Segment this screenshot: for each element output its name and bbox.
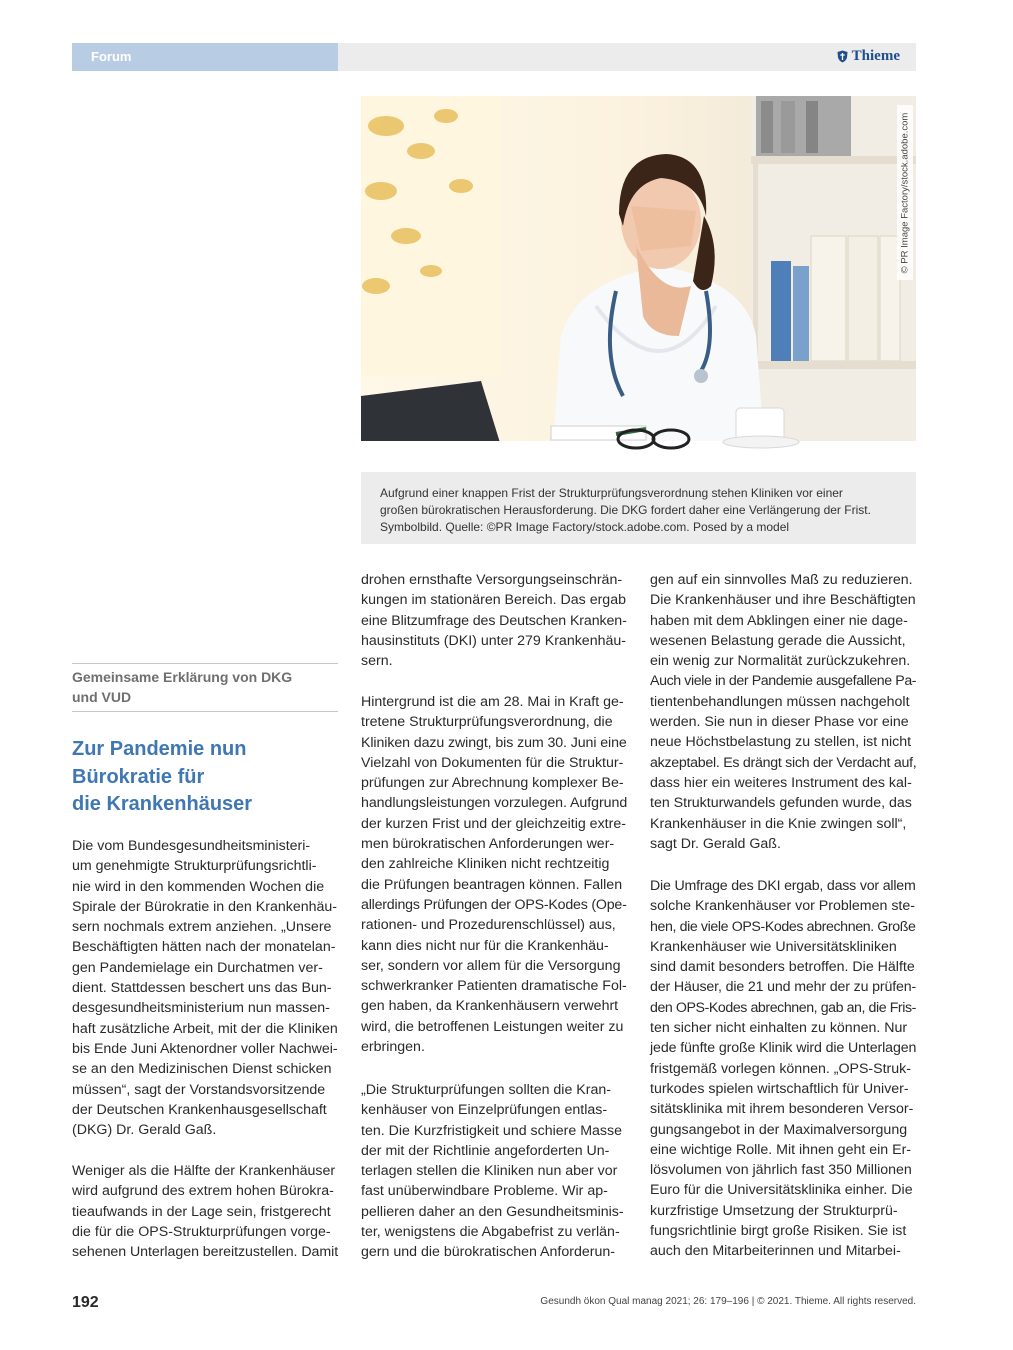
header-bar [72,43,916,71]
text-line: handlungsleistungen vorzulegen. Aufgrund [361,795,628,812]
text-line: rationen- und Prozedurenschlüssel) aus, [361,917,616,934]
text-line: wird, die betroffenen Leistungen weiter zu [361,1018,624,1035]
article-photo [361,96,916,467]
text-line: tieaufwands in der Lage sein, fristgerecht [72,1203,331,1220]
text-line: Krankenhäuser in die Knie zwingen soll“, [650,815,907,832]
text-line: müssen“, sagt der Vorstandsvorsitzende [72,1081,326,1098]
text-line: den zahlreiche Kliniken nicht rechtzeitig [361,856,610,873]
text-line: „Die Strukturprüfungen sollten die Kran- [361,1082,611,1098]
text-line: um genehmigte Strukturprüfungsrichtli- [72,858,317,875]
text-line: der Deutschen Krankenhausgesellschaft [72,1101,327,1118]
text-line: terlagen stellen die Kliniken nun aber vor [361,1163,618,1180]
body-col2-para3 [361,1080,627,1263]
text-line: kenhäuser von Einzelprüfungen entlas- [361,1102,608,1119]
text-line: drohen ernsthafte Versorgungseinschrän- [361,572,623,588]
text-line: eine Blitzumfrage des Deutschen Kranken- [361,612,627,629]
text-line: wesenen Belastung gerade die Aussicht, [650,632,906,649]
kicker-top-rule [72,663,338,664]
text-line: Euro für die Universitätsklinika einher. Die [650,1182,913,1199]
text-line: Die vom Bundesgesundheitsministeri- [72,838,311,854]
text-line: fast unüberwindbare Probleme. Wir ap- [361,1183,608,1200]
text-line: (DKG) Dr. Gerald Gaß. [72,1122,217,1139]
text-line: hausinstituts (DKI) unter 279 Krankenhäu- [361,632,626,649]
body-col2-para2 [361,692,627,1057]
text-line: pellieren daher an den Gesundheitsminis- [361,1203,624,1220]
brand-name: Thieme [851,48,900,64]
text-line: Auch viele in der Pandemie ausgefallene Pa- [650,673,917,690]
photo-credit: © PR Image Factory/stock.adobe.com [897,105,913,280]
text-line: Beschäftigten hätten nach der monatelan- [72,939,336,956]
text-line: dass hier ein weiteres Instrument des kal- [650,774,912,791]
text-line: ein wenig zur Normalität zurückzukehren. [650,653,911,670]
text-line: turkodes spielen wirtschaftlich für Univer- [650,1080,909,1097]
text-line: Kliniken dazu zwingt, bis zum 30. Juni eine [361,734,627,751]
text-line: eine wichtige Rolle. Mit ihnen geht ein Er- [650,1141,912,1158]
text-line: werden. Sie nun in dieser Phase vor eine [650,714,909,731]
text-line: haft zusätzliche Arbeit, mit der die Kliniken [72,1020,338,1037]
text-line: kurzfristige Umsetzung der Strukturprü- [650,1202,898,1219]
text-line: den OPS-Kodes abrechnen, gab an, die Fris- [650,999,916,1016]
text-line: jede fünfte große Klinik wird die Unterlagen [650,1040,917,1057]
text-line: gen haben, da Krankenhäusern verwehrt [361,998,619,1015]
section-tab [72,43,338,71]
text-line: dient. Stattdessen beschert uns das Bun- [72,980,332,997]
text-line: desgesundheitsministerium nun massen- [72,1000,330,1017]
body-col2-para1 [361,570,627,671]
brand-logo [837,48,900,65]
text-line: tientenbehandlungen müssen nachgeholt [650,693,910,710]
text-line: hen, die viele OPS-Kodes abrechnen. Große [650,918,916,935]
text-line: neue Höchstbelastung zu stellen, ist nicht [650,734,912,751]
text-line: allerdings Prüfungen der OPS-Kodes (Ope- [361,896,627,913]
text-line: gungsangebot in der Maximalversorgung [650,1121,908,1138]
text-line: Vielzahl von Dokumenten für die Struktur- [361,754,624,771]
text-line: Hintergrund ist die am 28. Mai in Kraft ge- [361,694,624,710]
text-line: kann dies nicht nur für die Krankenhäu- [361,937,609,954]
text-line: fristgemäß vorlegen können. „OPS-Struk- [650,1060,911,1077]
text-line: sern nochmals extrem anziehen. „Unsere [72,919,332,936]
kicker-bottom-rule [72,711,338,712]
article-kicker: Gemeinsame Erklärung von DKG und VUD [72,669,293,705]
text-line: die für die OPS-Strukturprüfungen vorge- [72,1223,331,1240]
text-line: kungen im stationären Bereich. Das ergab [361,592,626,609]
caption-line: Aufgrund einer knappen Frist der Strukturprüfungsverordnung stehen Kliniken vor einer [380,486,843,500]
text-line: auch den Mitarbeiterinnen und Mitarbei- [650,1243,901,1260]
text-line: ten Strukturwandels gefunden wurde, das [650,795,912,812]
text-line: sitätsklinika mit ihrem besonderen Versor- [650,1101,914,1118]
text-line: solche Krankenhäuser vor Problemen ste- [650,898,915,915]
text-line: der mit der Richtlinie angeforderten Un- [361,1142,610,1159]
text-line: ten sicher nicht einhalten zu können. Nur [650,1020,908,1037]
text-line: Spirale der Bürokratie in den Krankenhäu- [72,898,337,915]
journal-citation: Gesundh ökon Qual manag 2021; 26: 179–196 | © 2021. Thieme. All rights reserved. [540,1296,916,1307]
text-line: bis Ende Juni Aktenordner voller Nachwei- [72,1040,338,1057]
text-line: lösvolumen von jährlich fast 350 Millionen [650,1162,912,1179]
text-line: gern und die bürokratischen Anforderun- [361,1244,615,1261]
text-line: tretene Strukturprüfungsverordnung, die [361,714,613,731]
text-line: se an den Medizinischen Dienst schicken [72,1061,332,1078]
thieme-shield-icon [837,50,848,63]
text-line: gen Pandemielage ein Durchatmen ver- [72,959,323,976]
text-line: Die Krankenhäuser und ihre Beschäftigten [650,592,916,609]
text-line: sehenen Unterlagen bereitzustellen. Damit [72,1244,339,1261]
text-line: schwerkranker Patienten dramatische Fol- [361,978,627,995]
text-line: Krankenhäuser wie Universitätskliniken [650,938,897,955]
text-line: erbringen. [361,1039,425,1056]
caption-line: Symbolbild. Quelle: ©PR Image Factory/stock.adobe.com. Posed by a model [380,520,790,534]
text-line: der Häuser, die 21 und mehr der zu prüfen- [650,979,917,996]
body-col3-para1 [650,570,916,854]
text-line: ser, sondern vor allem für die Versorgung [361,957,621,974]
text-line: sern. [361,653,393,670]
text-line: der kurzen Frist und der gleichzeitig extre- [361,815,626,832]
section-label: Forum [91,49,132,64]
caption-line: großen bürokratischen Herausforderung. Die DKG fordert daher eine Verlängerung der Frist. [380,503,871,517]
figure-caption [361,472,916,544]
body-col3-para2 [650,876,916,1262]
body-col1-para2 [72,1161,338,1262]
text-line: sind damit besonders betroffen. Die Hälfte [650,959,915,976]
text-line: Weniger als die Hälfte der Krankenhäuser [72,1163,336,1179]
text-line: prüfungen zur Abrechnung komplexer Be- [361,775,624,792]
page-number: 192 [72,1294,99,1311]
text-line: akzeptabel. Es drängt sich der Verdacht auf, [650,754,917,771]
body-col1-para1 [72,836,338,1140]
text-line: wird aufgrund des extrem hohen Bürokra- [72,1183,334,1200]
text-line: men bürokratischen Anforderungen wer- [361,836,615,853]
text-line: ter, wenigstens die Abgabefrist zu verlän- [361,1224,620,1241]
text-line: fungsrichtlinie birgt große Risiken. Sie ist [650,1223,907,1240]
text-line: gen auf ein sinnvolles Maß zu reduzieren. [650,572,913,588]
text-line: Die Umfrage des DKI ergab, dass vor allem [650,878,916,894]
article-headline: Zur Pandemie nun Bürokratie für die Krankenhäuser [72,738,253,815]
text-line: nie wird in den kommenden Wochen die [72,878,325,895]
text-line: ten. Die Kurzfristigkeit und schiere Masse [361,1122,623,1139]
text-line: haben mit dem Abklingen einer nie dage- [650,612,908,629]
text-line: die Prüfungen beantragen können. Fallen [361,876,623,893]
caption-text [380,485,900,536]
text-line: sagt Dr. Gerald Gaß. [650,835,781,852]
